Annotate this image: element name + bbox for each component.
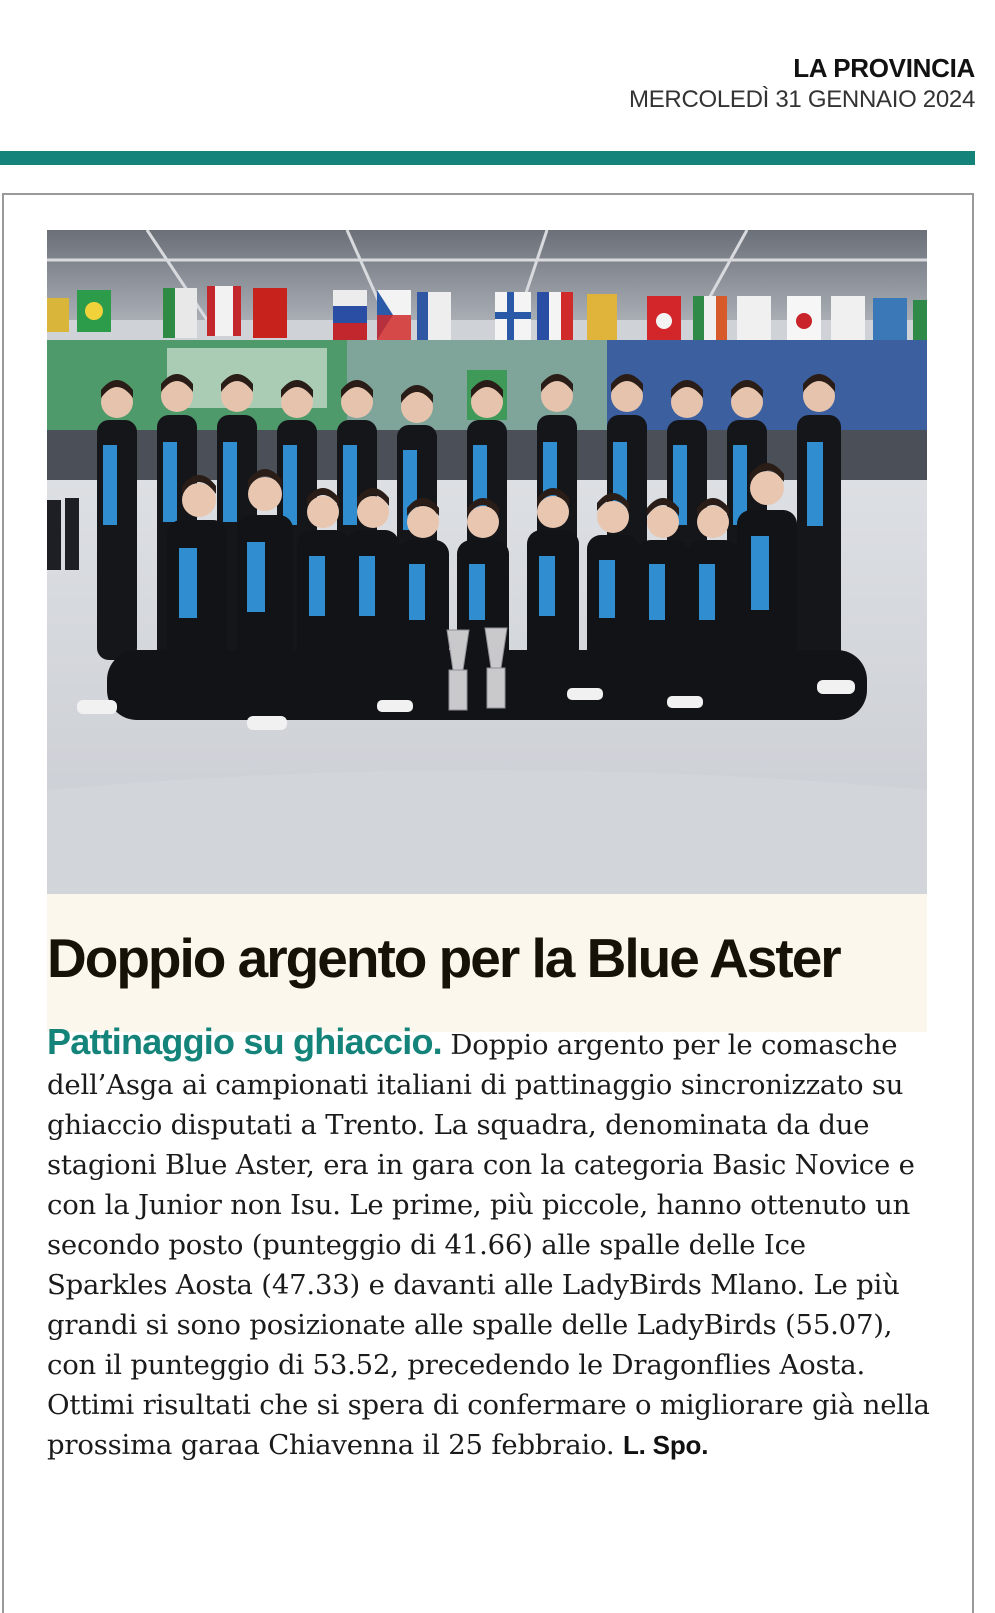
article-body (47, 1022, 932, 1465)
masthead (629, 52, 975, 116)
team-photo-illustration (47, 230, 927, 894)
article-byline: L. Spo. (622, 1430, 709, 1460)
publication-name: LA PROVINCIA (793, 53, 975, 83)
article-body-text: Doppio argento per le comasche dell’Asga ai campionati italiani di pattinaggio sincronizzato su ghiaccio disputati a Trento. La squadra, denominata da due stagioni Blue Aster, era in gara con la categoria Basic Novice e con la Junior non Isu. Le prime, più piccole, hanno ottenuto un secondo posto (punteggio di 41.66) alle spalle delle Ice Sparkles Aosta (47.33) e davanti alle LadyBirds Mlano. Le più grandi si sono posizionate alle spalle delle LadyBirds (55.07), con il punteggio di 53.52, precedendo le Dragonflies Aosta. Ottimi risultati che si spera di confermare o migliorare già nella prossima garaa Chiavenna il 25 febbraio. (47, 1029, 930, 1461)
team-photo (47, 230, 927, 894)
article-kicker: Pattinaggio su ghiaccio. (47, 1021, 442, 1062)
article-headline: Doppio argento per la Blue Aster (47, 927, 840, 989)
publication-date: MERCOLEDÌ 31 GENNAIO 2024 (629, 86, 975, 113)
section-rule (0, 151, 975, 165)
